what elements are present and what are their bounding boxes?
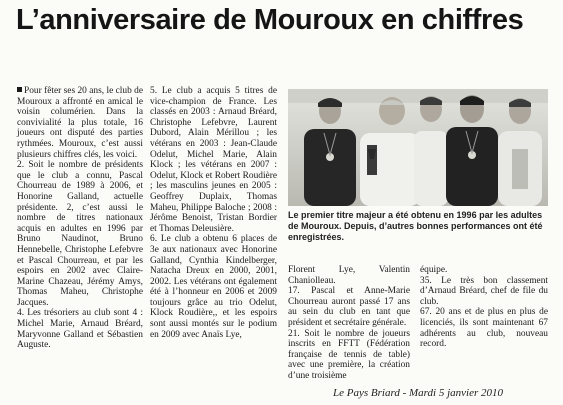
column-4 xyxy=(420,265,548,350)
column-3 xyxy=(288,265,410,382)
team-photo-image xyxy=(288,89,548,206)
paragraph-21: 21. Soit le nombre de joueurs inscrits en FFTT (Fédération française de tennis de table) avec une première, la création d’une troisième xyxy=(288,328,410,381)
paragraph-35: 35. Le très bon classement d’Arnaud Bréard, chef de file du club. xyxy=(420,275,548,307)
paragraph-67: 67. 20 ans et de plus en plus de licenciés, ils sont maintenant 67 adhérents au club, nouveau record. xyxy=(420,307,548,350)
paragraph-4: 4. Les trésoriers au club sont 4 : Michel Marie, Arnaud Bréard, Maryvonne Galland et Sébastien Auguste. xyxy=(17,308,143,351)
column-2 xyxy=(150,86,277,340)
paragraph-names-cont: Florent Lye, Valentin Chaniolleau. xyxy=(288,265,410,286)
article-title: L’anniversaire de Mouroux en chiffres xyxy=(16,4,524,36)
paragraph-5: 5. Le club a acquis 5 titres de vice-champion de France. Les classés en 2003 : Arnaud Bréard, Christophe Lefebvre, Laurent Dubord, Alain Mérillou ; les vétérans en 2003 : Jean-Claude Odelut, Michel Marie, Alain Klock ; les vétérans en 2007 : Odelut, Klock et Robert Roudière ; les masculins jeunes en 2005 : Geoffrey Duplaix, Thomas Maheu, Philippe Baloche ; 2008 : Jérôme Benoist, Tristan Bordier et Thomas Deleusière. xyxy=(150,86,277,234)
bullet-icon xyxy=(17,87,22,92)
intro-paragraph: Pour fêter ses 20 ans, le club de Mouroux a affronté en amical le voisin columérien. Dans la convivialité la plus totale, 16 joueurs ont disputé des parties rythmées. Mouroux, c’est aussi plusieurs chiffres clés, les voici. xyxy=(17,86,143,160)
column-1 xyxy=(17,86,143,351)
paragraph-cont: équipe. xyxy=(420,265,448,275)
paragraph-17: 17. Pascal et Anne-Marie Chourreau auront passé 17 ans au sein du club en tant que président et secrétaire générale. xyxy=(288,286,410,328)
publication-footer: Le Pays Briard - Mardi 5 janvier 2010 xyxy=(333,387,503,399)
photo-caption: Le premier titre majeur a été obtenu en 1996 par les adultes de Mouroux. Depuis, d’autres bonnes performances ont été enregistrées. xyxy=(288,210,543,242)
paragraph-2: 2. Soit le nombre de présidents que le club a connu, Pascal Chourreau de 1989 à 2006, et Honorine Galland, actuelle présidente. 2, c’est aussi le nombre de titres nationaux acquis en adultes en 1996 par Bruno Naudinot, Bruno Hennebelle, Christophe Lefebvre et Pascal Chourreau, et par les espoirs en 2002 avec Claire-Marine Chazeau, Jérémy Amys, Thomas Maheu, Christophe Jacques. xyxy=(17,160,143,308)
paragraph-6: 6. Le club a obtenu 6 places de 3e aux nationaux avec Honorine Galland, Cynthia Kindelberger, Natacha Dreux en 2000, 2001, 2002. Les vétérans ont également été à l’honneur en 2006 et 2009 toujours grâce au trio Odelut, Klock Roudière,, et les espoirs sont aussi montés sur le podium en 2009 avec Anaïs Lye, xyxy=(150,234,277,340)
team-photo xyxy=(288,89,548,206)
